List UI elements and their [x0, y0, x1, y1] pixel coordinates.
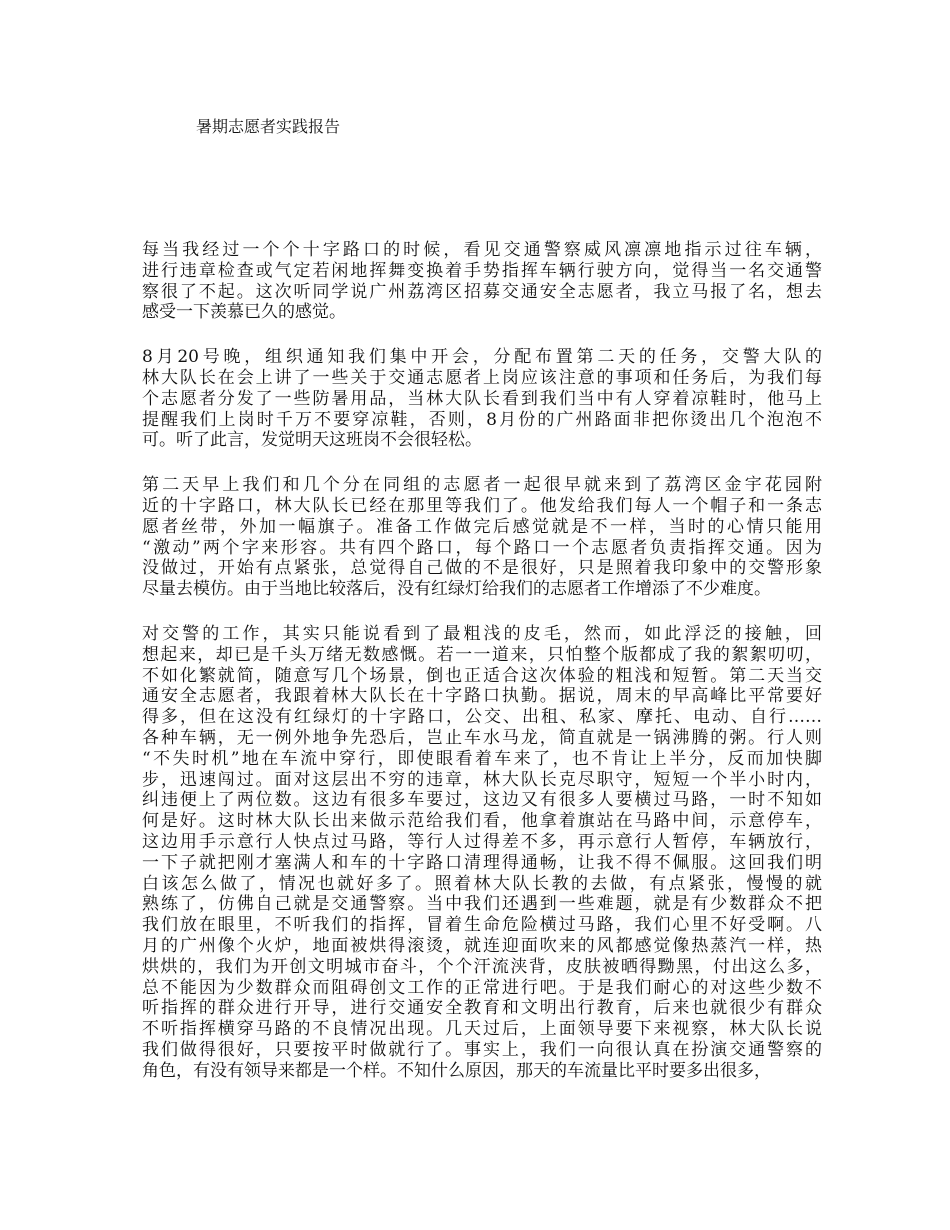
- paragraph-line: 不听指挥横穿马路的不良情况出现。几天过后，上面领导要下来视察，林大队长说: [142, 1019, 822, 1040]
- paragraph-line: 不如化繁就简，随意写几个场景，倒也正适合这次体验的粗浅和短暂。第二天当交: [142, 665, 822, 686]
- paragraph-line: 没做过，开始有点紧张，总觉得自己做的不是很好，只是照着我印象中的交警形象: [142, 558, 822, 579]
- paragraph-line: “不失时机”地在车流中穿行，即使眼看着车来了，也不肯让上半分，反而加快脚: [142, 748, 822, 769]
- paragraph: [142, 475, 822, 600]
- paragraph-line: 听指挥的群众进行开导，进行交通安全教育和文明出行教育，后来也就很少有群众: [142, 998, 822, 1019]
- paragraph-line: 愿者丝带，外加一幅旗子。准备工作做完后感觉就是不一样，当时的心情只能用: [142, 516, 822, 537]
- paragraph-line: 一下子就把刚才塞满人和车的十字路口清理得通畅，让我不得不佩服。这回我们明: [142, 852, 822, 873]
- paragraph-line: 每当我经过一个个十字路口的时候，看见交通警察威风凛凛地指示过往车辆，: [142, 240, 822, 260]
- paragraph-line: 林大队长在会上讲了一些关于交通志愿者上岗应该注意的事项和任务后，为我们每: [142, 367, 822, 388]
- paragraph-line: 步，迅速闯过。面对这层出不穷的违章，林大队长克尽职守，短短一个半小时内，: [142, 769, 822, 790]
- paragraph-line: 烘烘的，我们为开创文明城市奋斗，个个汗流浃背，皮肤被晒得黝黑，付出这么多，: [142, 956, 822, 977]
- paragraph-line: 近的十字路口，林大队长已经在那里等我们了。他发给我们每人一个帽子和一条志: [142, 495, 822, 516]
- paragraph-line: 感受一下羡慕已久的感觉。: [142, 302, 346, 323]
- paragraph: [142, 624, 822, 1082]
- paragraph-line: 8月20号晚，组织通知我们集中开会，分配布置第二天的任务，交警大队的: [142, 347, 822, 368]
- paragraph-line: 提醒我们上岗时千万不要穿凉鞋，否则，8月份的广州路面非把你烫出几个泡泡不: [142, 409, 822, 430]
- paragraph-line: 得多，但在这没有红绿灯的十字路口，公交、出租、私家、摩托、电动、自行……: [142, 707, 822, 728]
- paragraph-line: 察很了不起。这次听同学说广州荔湾区招募交通安全志愿者，我立马报了名，想去: [142, 281, 822, 302]
- paragraph-line: 我们放在眼里，不听我们的指挥，冒着生命危险横过马路，我们心里不好受啊。八: [142, 915, 822, 936]
- paragraph-line: 我们做得很好，只要按平时做就行了。事实上，我们一向很认真在扮演交通警察的: [142, 1039, 822, 1060]
- paragraph-line: 可。听了此言，发觉明天这班岗不会很轻松。: [142, 430, 482, 451]
- paragraph-line: 第二天早上我们和几个分在同组的志愿者一起很早就来到了荔湾区金宇花园附: [142, 475, 822, 496]
- paragraph-line: 月的广州像个火炉，地面被烘得滚烫，就连迎面吹来的风都感觉像热蒸汽一样，热: [142, 935, 822, 956]
- paragraph-line: 角色，有没有领导来都是一个样。不知什么原因，那天的车流量比平时要多出很多，: [142, 1060, 771, 1081]
- paragraph-line: “激动”两个字来形容。共有四个路口，每个路口一个志愿者负责指挥交通。因为: [142, 537, 822, 558]
- paragraph-line: 白该怎么做了，情况也就好多了。照着林大队长教的去做，有点紧张，慢慢的就: [142, 873, 822, 894]
- paragraph-line: 尽量去模仿。由于当地比较落后，没有红绿灯给我们的志愿者工作增添了不少难度。: [142, 579, 771, 600]
- paragraph: [142, 347, 822, 451]
- paragraph-line: 通安全志愿者，我跟着林大队长在十字路口执勤。据说，周末的早高峰比平常要好: [142, 686, 822, 707]
- paragraph: [142, 240, 822, 323]
- paragraph-line: 想起来，却已是千头万绪无数感慨。若一一道来，只怕整个版都成了我的絮絮叨叨，: [142, 644, 822, 665]
- paragraph-line: 对交警的工作，其实只能说看到了最粗浅的皮毛，然而，如此浮泛的接触，回: [142, 623, 822, 644]
- paragraph-line: 何是好。这时林大队长出来做示范给我们看，他拿着旗站在马路中间，示意停车，: [142, 811, 822, 832]
- document-title: 暑期志愿者实践报告: [196, 117, 341, 136]
- paragraph-line: 进行违章检查或气定若闲地挥舞变换着手势指挥车辆行驶方向，觉得当一名交通警: [142, 260, 822, 281]
- paragraph-line: 总不能因为少数群众而阻碍创文工作的正常进行吧。于是我们耐心的对这些少数不: [142, 977, 822, 998]
- paragraph-line: 这边用手示意行人快点过马路，等行人过得差不多，再示意行人暂停，车辆放行，: [142, 831, 822, 852]
- paragraph-line: 纠违便上了两位数。这边有很多车要过，这边又有很多人要横过马路，一时不知如: [142, 790, 822, 811]
- paragraph-line: 各种车辆，无一例外地争先恐后，岂止车水马龙，简直就是一锅沸腾的粥。行人则: [142, 727, 822, 748]
- paragraph-line: 个志愿者分发了一些防暑用品，当林大队长看到我们当中有人穿着凉鞋时，他马上: [142, 388, 822, 409]
- paragraph-line: 熟练了，仿佛自己就是交通警察。当中我们还遇到一些难题，就是有少数群众不把: [142, 894, 822, 915]
- document-body: [142, 240, 822, 1105]
